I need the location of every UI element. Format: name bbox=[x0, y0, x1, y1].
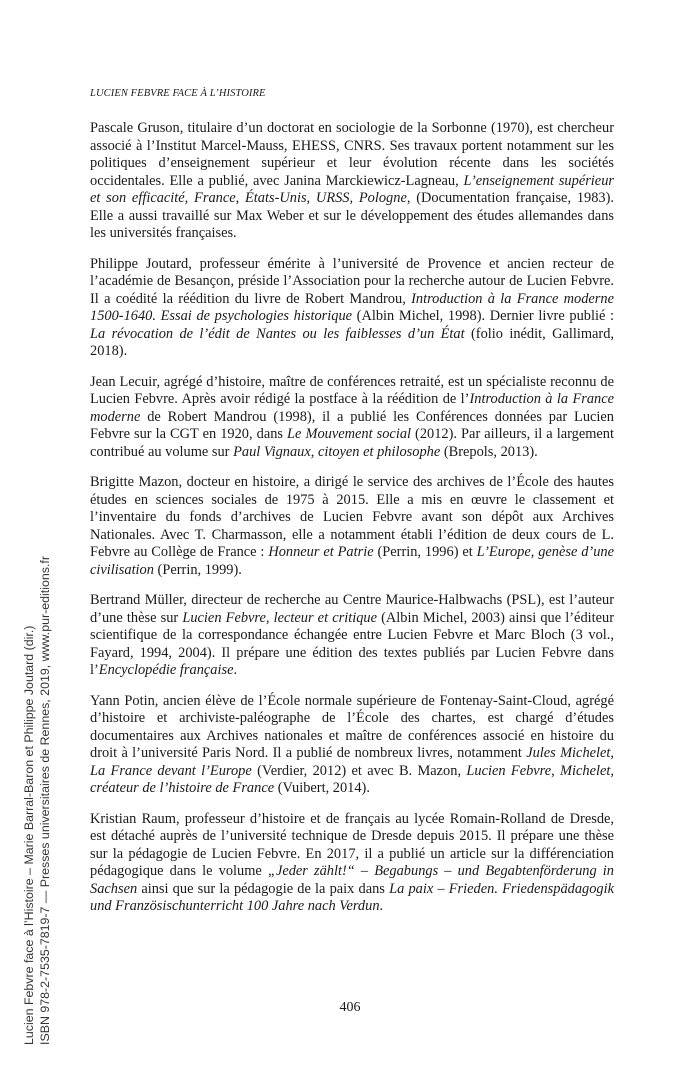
text-run: (Perrin, 1999). bbox=[153, 561, 242, 578]
contributor-paragraph bbox=[90, 474, 614, 579]
contributor-paragraph bbox=[90, 374, 614, 462]
contributor-paragraph bbox=[90, 693, 614, 798]
text-run: . bbox=[379, 898, 384, 914]
text-run: (Albin Michel, 2003) ainsi que l’éditeur scientifique de la correspondance échangée entre Lucien Febvre et Marc Bloch (3 vol., Fayard, 1994, 2004). Il prépare une édition des textes publiés par Lucien Febvre dans l’ bbox=[90, 609, 615, 678]
italic-title: L’Europe, genèse d’une civilisation bbox=[90, 544, 614, 578]
side-margin-citation bbox=[22, 556, 53, 1045]
text-run: , (Documentation française, 1983). Elle a aussi travaillé sur Max Weber et sur le développement des études allemandes dans les universités françaises. bbox=[90, 190, 614, 241]
text-run: (Albin Michel, 1998). Dernier livre publié : bbox=[352, 308, 614, 324]
page-number: 406 bbox=[339, 1000, 361, 1015]
italic-title: Encyclopédie française bbox=[98, 662, 234, 678]
italic-title: Introduction à la France moderne bbox=[90, 391, 614, 425]
contributor-paragraph bbox=[90, 811, 614, 916]
italic-title: Introduction à la France moderne 1500-1640. Essai de psychologies historique bbox=[90, 290, 614, 324]
text-run: . bbox=[233, 662, 238, 678]
italic-title: Lucien Febvre, lecteur et critique bbox=[182, 609, 377, 626]
running-head: LUCIEN FEBVRE FACE À L’HISTOIRE bbox=[90, 88, 266, 99]
italic-title: La révocation de l’édit de Nantes ou les faiblesses d’un État bbox=[90, 325, 465, 342]
text-run: (2012). Par ailleurs, il a largement contribué au volume sur bbox=[90, 426, 614, 460]
contributor-paragraph bbox=[90, 592, 614, 680]
text-run: Philippe Joutard, professeur émérite à l’université de Provence et ancien recteur de l’académie de Besançon, préside l’Association pour la recherche autour de Lucien Febvre. Il a coédité la réédition du livre de Robert Mandrou, bbox=[90, 255, 614, 307]
text-run: (Brepols, 2013). bbox=[440, 443, 538, 460]
italic-title: La paix – Frieden. Friedenspädagogik und Französischunterricht 100 Jahre nach Verdun bbox=[90, 880, 614, 914]
text-run: Jean Lecuir, agrégé d’histoire, maître de conférences retraité, est un spécialiste reconnu de Lucien Febvre. Après avoir rédigé la postface à la réédition de l’ bbox=[90, 373, 614, 407]
contributor-paragraph bbox=[90, 120, 614, 243]
citation-line: Lucien Febvre face à l’Histoire – Marie Barral-Baron et Philippe Joutard (dir.) bbox=[22, 625, 36, 1045]
text-run: Pascale Gruson, titulaire d’un doctorat en sociologie de la Sorbonne (1970), est chercheur associé à l’Institut Marcel-Mauss, EHESS, CNRS. Ses travaux portent notamment sur les politiques d’enseignement supérieur et leur évolution récente dans les sociétés occidentales. Elle a publié, avec Janina Marckiewicz-Lagneau, bbox=[90, 120, 614, 189]
isbn-line: ISBN 978-2-7535-7819-7 — Presses universitaires de Rennes, 2019, www.pur-editions.fr bbox=[37, 556, 52, 1045]
text-run: Yann Potin, ancien élève de l’École normale supérieure de Fontenay-Saint-Cloud, agrégé d’histoire et archiviste-paléographe de l’École des chartes, est chargé d’études documentaires aux Archives nationales et maître de conférences associé en histoire du droit à l’université Paris Nord. Il a publié de nombreux livres, notamment bbox=[90, 692, 614, 761]
contributor-paragraph bbox=[90, 256, 614, 361]
text-run: (Verdier, 2012) et avec B. Mazon, bbox=[251, 762, 467, 779]
text-run: Bertrand Müller, directeur de recherche au Centre Maurice-Halbwachs (PSL), est l’auteur d’une thèse sur bbox=[90, 592, 614, 626]
italic-title: Jules Michelet, La France devant l’Europe bbox=[90, 745, 615, 779]
contributor-notes bbox=[90, 120, 614, 929]
text-run: (folio inédit, Gallimard, 2018). bbox=[90, 325, 615, 359]
text-run: Brigitte Mazon, docteur en histoire, a dirigé le service des archives de l’École des hautes études en sciences sociales de 1975 à 2015. Elle a mis en œuvre le classement et l’inventaire du fonds d’archives de Lucien Febvre avant son dépôt aux Archives Nationales. Avec T. Charmasson, elle a notamment établi l’édition de deux cours de L. Febvre au Collège de France : bbox=[90, 474, 614, 560]
italic-title: L’enseignement supérieur et son efficacité, France, États-Unis, URSS, Pologne bbox=[90, 172, 614, 206]
text-run: de Robert Mandrou (1998), il a publié les Conférences données par Lucien Febvre sur la CGT en 1920, dans bbox=[90, 408, 614, 442]
text-run: (Vuibert, 2014). bbox=[274, 780, 370, 796]
text-run: Kristian Raum, professeur d’histoire et de français au lycée Romain-Rolland de Dresde, est détaché auprès de l’université technique de Dresde depuis 2015. Il prépare une thèse sur la pédagogie de Lucien Febvre. En 2017, il a publié un article sur la différenciation pédagogique dans le volume bbox=[90, 810, 614, 879]
italic-title: Lucien Febvre, Michelet, créateur de l’histoire de France bbox=[90, 762, 614, 796]
italic-title: Le Mouvement social bbox=[287, 426, 412, 442]
italic-title: Paul Vignaux, citoyen et philosophe bbox=[233, 443, 441, 460]
text-run: (Perrin, 1996) et bbox=[373, 544, 477, 560]
italic-title: „Jeder zählt!“ – Begabungs – und Begabtenförderung in Sachsen bbox=[90, 863, 614, 897]
text-run: ainsi que sur la pédagogie de la paix dans bbox=[137, 880, 390, 897]
italic-title: Honneur et Patrie bbox=[268, 544, 374, 560]
